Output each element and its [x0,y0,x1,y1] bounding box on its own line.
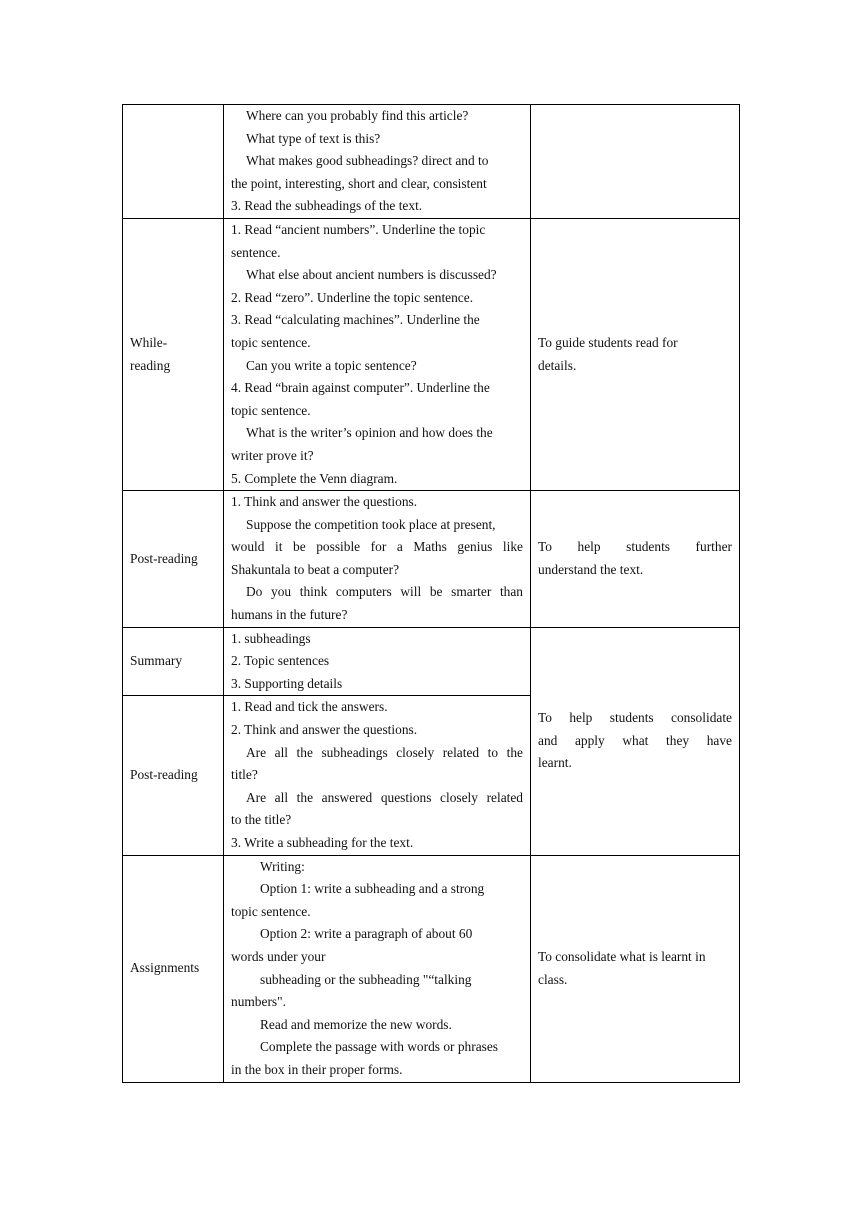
activity-line: humans in the future? [231,607,348,623]
activity-line: 1. Read and tick the answers. [231,699,388,715]
activity-cell [224,696,531,855]
activity-line: Shakuntala to beat a computer? [231,561,400,577]
activity-line: 2. Topic sentences [231,653,330,669]
activity-cell [224,491,531,628]
activity-line: Do you think computers will be smarter than [246,584,523,600]
purpose-line: To help students further [538,539,732,555]
activity-line: What type of text is this? [246,130,381,146]
activity-cell [224,855,531,1082]
stage-cell: Post-reading [123,696,224,855]
activity-line: 4. Read “brain against computer”. Underline the [231,380,490,396]
activity-line: Read and memorize the new words. [260,1016,452,1032]
activity-line: What makes good subheadings? direct and to [246,153,489,169]
activity-line: 3. Read “calculating machines”. Underline the [231,312,480,328]
activity-line: Option 1: write a subheading and a strong [260,881,485,897]
stage-label-line: reading [130,357,171,373]
activity-cell [224,105,531,219]
activity-line: Are all the subheadings closely related to the [246,744,523,760]
purpose-cell [531,627,740,855]
activity-line: would it be possible for a Maths genius like [231,539,523,555]
activity-line: in the box in their proper forms. [231,1061,403,1077]
purpose-cell [531,218,740,490]
table-row [123,218,740,490]
activity-line: to the title? [231,812,292,828]
stage-cell [123,218,224,490]
activity-line: 1. subheadings [231,630,311,646]
table-row [123,627,740,696]
activity-line: Where can you probably find this article? [246,108,469,123]
activity-line: 1. Read “ancient numbers”. Underline the topic [231,221,486,237]
activity-line: writer prove it? [231,447,314,463]
purpose-line: learnt. [538,755,572,771]
activity-line: What is the writer’s opinion and how does the [246,425,493,441]
purpose-line: and apply what they have [538,732,732,748]
activity-line: Can you write a topic sentence? [246,357,417,373]
activity-line: topic sentence. [231,903,311,919]
activity-line: 3. Supporting details [231,675,343,691]
activity-line: Are all the answered questions closely related [246,789,523,805]
purpose-line: To help students consolidate [538,710,732,726]
stage-cell: Summary [123,627,224,696]
activity-line: 3. Write a subheading for the text. [231,835,414,850]
purpose-cell [531,855,740,1082]
activity-line: What else about ancient numbers is discussed? [246,267,497,283]
table-row [123,105,740,219]
lesson-plan-table [122,104,740,1083]
stage-cell: Post-reading [123,491,224,628]
stage-cell [123,105,224,219]
table-row [123,855,740,1082]
activity-line: 2. Read “zero”. Underline the topic sentence. [231,289,474,305]
activity-line: title? [231,767,258,783]
purpose-line: details. [538,357,577,373]
activity-line: subheading or the subheading "“talking [260,971,472,987]
activity-line: numbers". [231,994,286,1010]
activity-line: words under your [231,948,326,964]
activity-line: 2. Think and answer the questions. [231,722,418,738]
activity-line: topic sentence. [231,334,311,350]
purpose-cell [531,491,740,628]
purpose-line: To consolidate what is learnt in [538,948,706,964]
activity-line: 1. Think and answer the questions. [231,494,418,510]
activity-line: Complete the passage with words or phrases [260,1039,499,1055]
activity-line: sentence. [231,244,281,260]
purpose-line: class. [538,971,568,987]
purpose-cell [531,105,740,219]
activity-line: topic sentence. [231,402,311,418]
stage-cell: Assignments [123,855,224,1082]
activity-line: the point, interesting, short and clear, consistent [231,175,487,191]
activity-line: 3. Read the subheadings of the text. [231,198,423,214]
activity-line: Option 2: write a paragraph of about 60 [260,926,473,942]
activity-line: 5. Complete the Venn diagram. [231,470,398,486]
purpose-line: To guide students read for [538,334,678,350]
table-row [123,491,740,628]
activity-line: Suppose the competition took place at present, [246,516,496,532]
activity-line: Writing: [260,858,305,874]
activity-cell [224,218,531,490]
stage-label-line: While- [130,334,168,350]
activity-cell [224,627,531,696]
purpose-line: understand the text. [538,561,644,577]
